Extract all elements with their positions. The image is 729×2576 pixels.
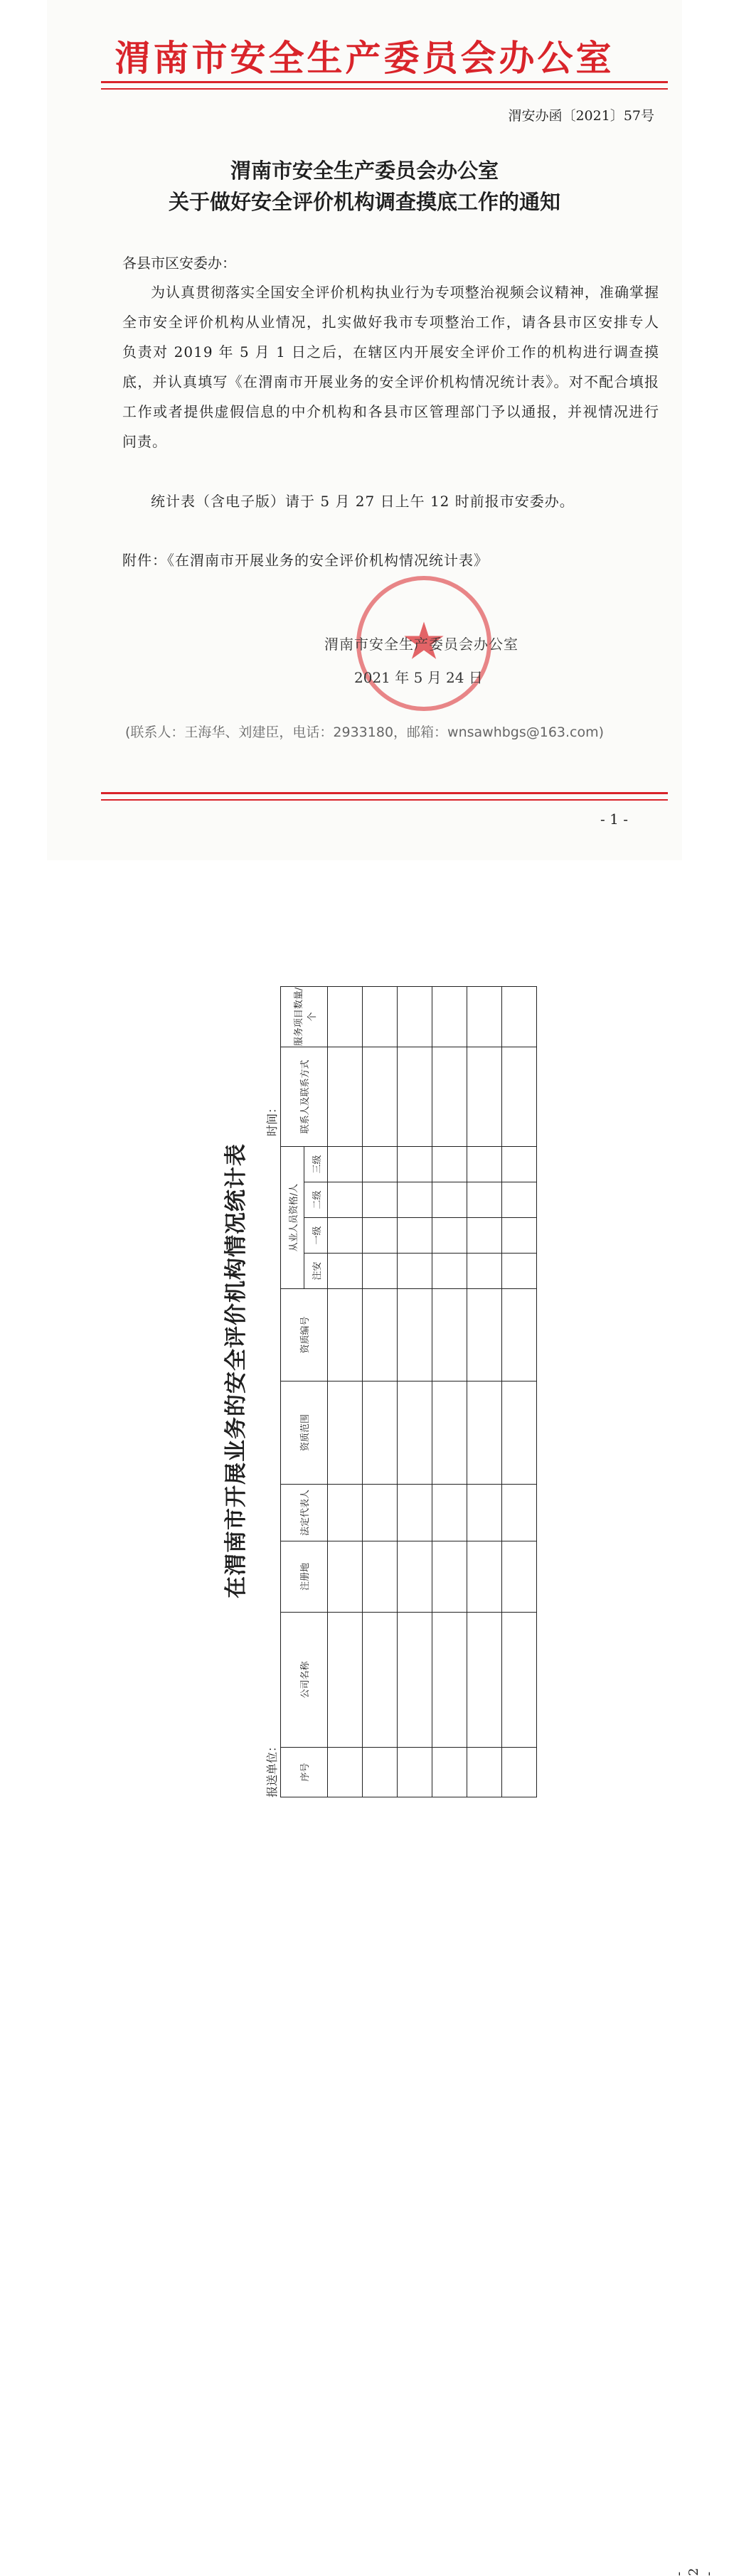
table-row [363,986,398,1797]
form-title: 在渭南市开展业务的安全评价机构情况统计表 [223,1143,249,1598]
title-line-2: 关于做好安全评价机构调查摸底工作的通知 [168,190,560,214]
attachment-line: 附件：《在渭南市开展业务的安全评价机构情况统计表》 [122,552,489,569]
header-cert-no: 资质编号 [281,1289,328,1381]
header-registered: 注册地 [281,1541,328,1613]
report-unit-label: 报送单位： [265,1740,279,1797]
table-row [398,986,432,1797]
red-rule-bottom [101,792,668,794]
header-contact: 联系人及联系方式 [281,1047,328,1146]
title-line-1: 渭南市安全生产委员会办公室 [230,159,499,183]
paragraph-2: 统计表（含电子版）请于 5 月 27 日上午 12 时前报市安委办。 [151,493,575,510]
seal-star-icon: ★ [400,611,447,671]
time-label: 时间： [265,1101,279,1136]
header-company: 公司名称 [281,1613,328,1748]
salutation: 各县市区安委办： [122,255,236,272]
page-number-1: - 1 - [600,811,628,828]
paragraph-1: 为认真贯彻落实全国安全评价机构执业行为专项整治视频会议精神，准确掌握全市安全评价机构从业情况，扎实做好我市专项整治工作，请各县市区安排专人负责对 2019 年 5 月 1 日之后，在辖区内开展安全评价工作的机构进行调查摸底，并认真填写《在渭南市开展业务的安全评价机构情况统计表》。对不配合填报工作或者提供虚假信息的中介机构和各县市区管理部门予以通报，并视情况进行问责。 [122,284,659,450]
header-level-2: 二级 [304,1182,328,1218]
red-rule-top [101,81,668,83]
contact-info: (联系人：王海华、刘建臣，电话：2933180，邮箱：wnsawhbgs@163.com) [125,725,605,740]
header-legal-rep: 法定代表人 [281,1485,328,1541]
page-gap [0,860,729,894]
issue-date: 2021 年 5 月 24 日 [354,669,483,686]
header-projects: 服务项目数量/个 [281,986,328,1047]
header-level-zhuan: 注安 [304,1254,328,1289]
rotated-form [174,944,558,1797]
table-row [502,986,537,1797]
table-header-row [281,986,304,1797]
statistics-table [280,986,537,1797]
header-level-1: 一级 [304,1218,328,1254]
page-two [47,894,716,2576]
header-staff-group: 从业人员资格/人 [281,1146,304,1288]
header-index: 序号 [281,1748,328,1797]
red-rule-top-thin [101,88,668,90]
table-row [432,986,467,1797]
page-number-2: - 2 - [671,2567,716,2576]
header-level-3: 三级 [304,1146,328,1182]
table-row [328,986,363,1797]
header-scope: 资质范围 [281,1381,328,1485]
red-rule-bottom-thin [101,799,668,801]
document-number: 渭安办函〔2021〕57号 [508,108,654,124]
page-one [47,0,682,860]
table-row [467,986,502,1797]
sender-name: 渭南市安全生产委员会办公室 [324,636,518,653]
issuer-header: 渭南市安全生产委员会办公室 [115,38,614,79]
